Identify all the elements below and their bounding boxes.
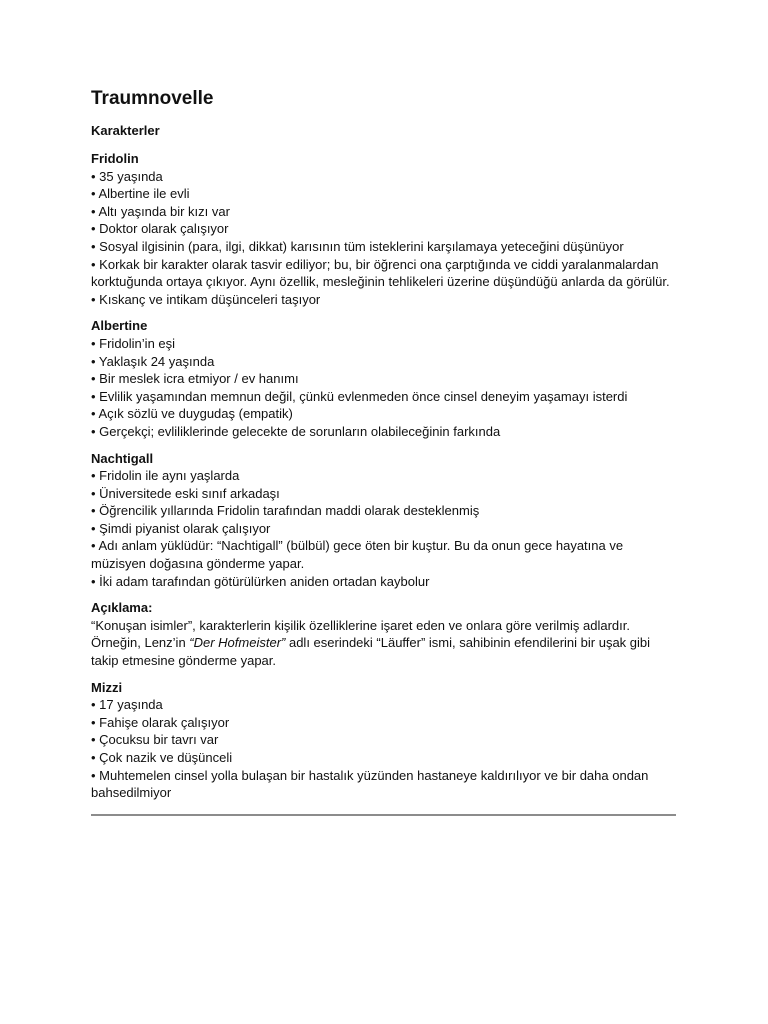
list-item: • Çocuksu bir tavrı var <box>91 732 219 748</box>
explanation-paragraph <box>91 617 676 670</box>
list-item: • İki adam tarafından götürülürken aniden ortadan kaybolur <box>91 573 430 589</box>
document-subtitle: Karakterler <box>91 123 160 138</box>
list-item: • Öğrencilik yıllarında Fridolin tarafından maddi olarak desteklenmiş <box>91 503 480 519</box>
list-item: • Fridolin ile aynı yaşlarda <box>91 468 240 484</box>
document-content <box>91 88 676 811</box>
section-heading: Nachtigall <box>91 450 154 466</box>
section-heading: Açıklama: <box>91 600 153 616</box>
section-heading: Albertine <box>91 318 148 334</box>
list-item: • Muhtemelen cinsel yolla bulaşan bir hastalık yüzünden hastaneye kaldırılıyor ve bir daha ondan bahsedilmiyor <box>91 767 649 801</box>
section-mizzi <box>91 679 676 802</box>
explanation-text-part1: “Konuşan isimler”, karakterlerin kişilik özelliklerine işaret eden ve onlara göre verilmiş adlardır. Örneğin, Lenz’in <box>91 617 630 651</box>
list-item: • Sosyal ilgisinin (para, ilgi, dikkat) karısının tüm isteklerini karşılamaya yeteceğini düşünüyor <box>91 238 624 254</box>
list-item: • Doktor olarak çalışıyor <box>91 221 229 237</box>
list-item: • Açık sözlü ve duygudaş (empatik) <box>91 406 293 422</box>
list-item: • Adı anlam yüklüdür: “Nachtigall” (bülbül) gece öten bir kuştur. Bu da onun gece hayatına ve müzisyen doğasına gönderme yapar. <box>91 538 624 572</box>
list-item: • Gerçekçi; evliliklerinde gelecekte de sorunların olabileceğinin farkında <box>91 423 501 439</box>
list-item: • Şimdi piyanist olarak çalışıyor <box>91 520 271 536</box>
list-item: • Albertine ile evli <box>91 186 190 202</box>
explanation-work-title: “Der Hofmeister” <box>189 635 286 651</box>
section-nachtigall <box>91 450 676 591</box>
list-item: • 17 yaşında <box>91 697 163 713</box>
list-item: • Üniversitede eski sınıf arkadaşı <box>91 485 280 501</box>
list-item: • Fridolin’in eşi <box>91 335 176 351</box>
list-item: • Evlilik yaşamından memnun değil, çünkü evlenmeden önce cinsel deneyim yaşamayı isterdi <box>91 388 628 404</box>
list-item: • Korkak bir karakter olarak tasvir ediliyor; bu, bir öğrenci ona çarptığında ve ciddi yaralanmalardan korktuğunda ortaya çıkıyor. Aynı özellik, mesleğinin tehlikeleri üzerine düşündüğü anlarda da görülür. <box>91 256 670 290</box>
list-item: • Altı yaşında bir kızı var <box>91 203 230 219</box>
section-heading: Fridolin <box>91 151 139 166</box>
list-item: • 35 yaşında <box>91 168 163 184</box>
list-item: • Fahişe olarak çalışıyor <box>91 714 230 730</box>
explanation-text-part2: adlı eserindeki “Läuffer” ismi, sahibinin efendilerini bir uşak gibi takip etmesine gönderme yapar. <box>91 635 651 669</box>
list-item: • Kıskanç ve intikam düşünceleri taşıyor <box>91 291 321 307</box>
section-heading: Mizzi <box>91 679 123 695</box>
section-aciklama <box>91 599 676 669</box>
document-title: Traumnovelle <box>91 88 214 109</box>
list-item: • Çok nazik ve düşünceli <box>91 750 233 765</box>
list-item: • Bir meslek icra etmiyor / ev hanımı <box>91 371 299 387</box>
horizontal-rule <box>91 814 676 816</box>
section-fridolin <box>91 150 676 308</box>
list-item: • Yaklaşık 24 yaşında <box>91 353 215 369</box>
section-albertine <box>91 317 676 440</box>
